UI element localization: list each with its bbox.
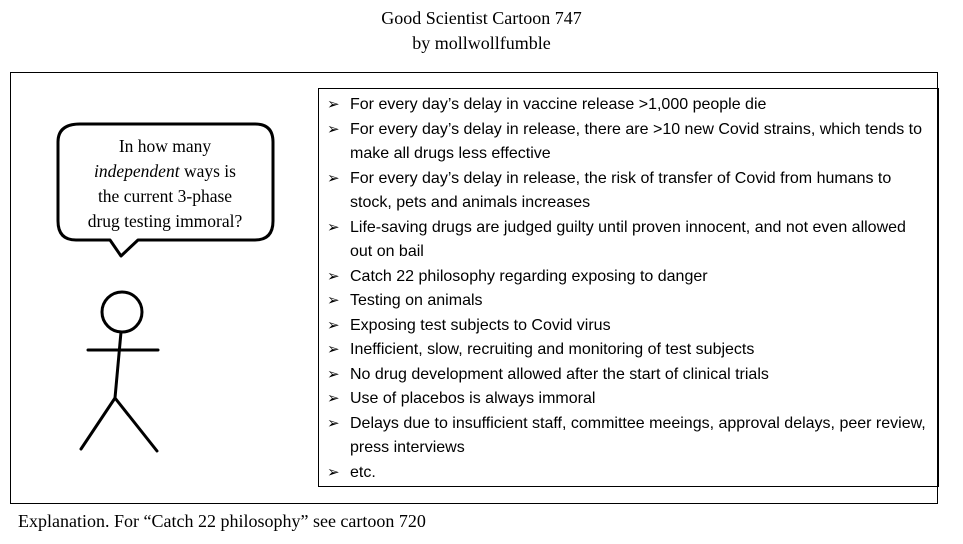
arrow-bullet-icon: ➢ [327,267,340,285]
speech-bubble-text [58,134,272,234]
list-item [327,167,931,216]
speech-line-2 [58,159,272,184]
list-item-text: Testing on animals [350,292,483,309]
arrow-bullet-icon: ➢ [327,390,340,407]
arrow-bullet-icon: ➢ [327,365,340,383]
list-item [327,118,931,167]
list-item [327,363,931,388]
arrow-bullet-icon: ➢ [327,316,340,334]
speech-line-3: the current 3-phase [97,186,233,206]
arrow-bullet-icon: ➢ [327,218,340,236]
stick-figure-left-leg [81,398,115,449]
cartoon-title: Good Scientist Cartoon 747 [381,8,582,28]
list-item-text: Inefficient, slow, recruiting and monitoring of test subjects [350,341,755,358]
list-item [327,387,931,412]
list-item [327,289,931,314]
list-item [327,314,931,339]
cartoon-byline: by mollwollfumble [412,33,551,53]
list-item [327,461,931,486]
list-item-text: etc. [350,463,376,481]
list-item-text: For every day’s delay in release, there are >10 new Covid strains, which tends to make all drugs less effective [350,120,922,162]
stick-figure [81,292,158,451]
bullet-list-box [318,88,939,487]
stick-figure-right-leg [115,398,157,451]
list-item-text: For every day’s delay in vaccine release >1,000 people die [350,96,767,113]
arrow-bullet-icon: ➢ [327,463,340,481]
arrow-bullet-icon: ➢ [327,120,340,138]
list-item-text: No drug development allowed after the start of clinical trials [350,365,769,383]
stick-figure-body [115,332,121,398]
explanation-caption: Explanation. For “Catch 22 philosophy” see cartoon 720 [18,511,426,531]
arrow-bullet-icon: ➢ [327,96,340,113]
list-item-text: For every day’s delay in release, the risk of transfer of Covid from humans to stock, pets and animals increases [350,169,892,211]
list-item [327,216,931,265]
list-item [327,93,931,118]
list-item-text: Use of placebos is always immoral [350,390,596,407]
arrow-bullet-icon: ➢ [327,169,340,187]
arrow-bullet-icon: ➢ [327,341,340,358]
list-item [327,338,931,363]
list-item [327,412,931,461]
speech-line-4: drug testing immoral? [87,211,243,231]
list-item-text: Life-saving drugs are judged guilty until proven innocent, and not even allowed out on bail [350,218,906,260]
speech-emphasis: independent [94,161,180,181]
list-item-text: Delays due to insufficient staff, committee meeings, approval delays, peer review, press interviews [350,414,926,456]
list-item-text: Catch 22 philosophy regarding exposing to danger [350,267,708,285]
list-item [327,265,931,290]
arrow-bullet-icon: ➢ [327,292,340,309]
list-item-text: Exposing test subjects to Covid virus [350,316,611,334]
arrow-bullet-icon: ➢ [327,414,340,432]
bullet-list [327,93,931,485]
speech-line-2-rest: ways is [179,161,236,181]
stick-figure-head [102,292,142,332]
speech-line-1: In how many [118,136,212,156]
